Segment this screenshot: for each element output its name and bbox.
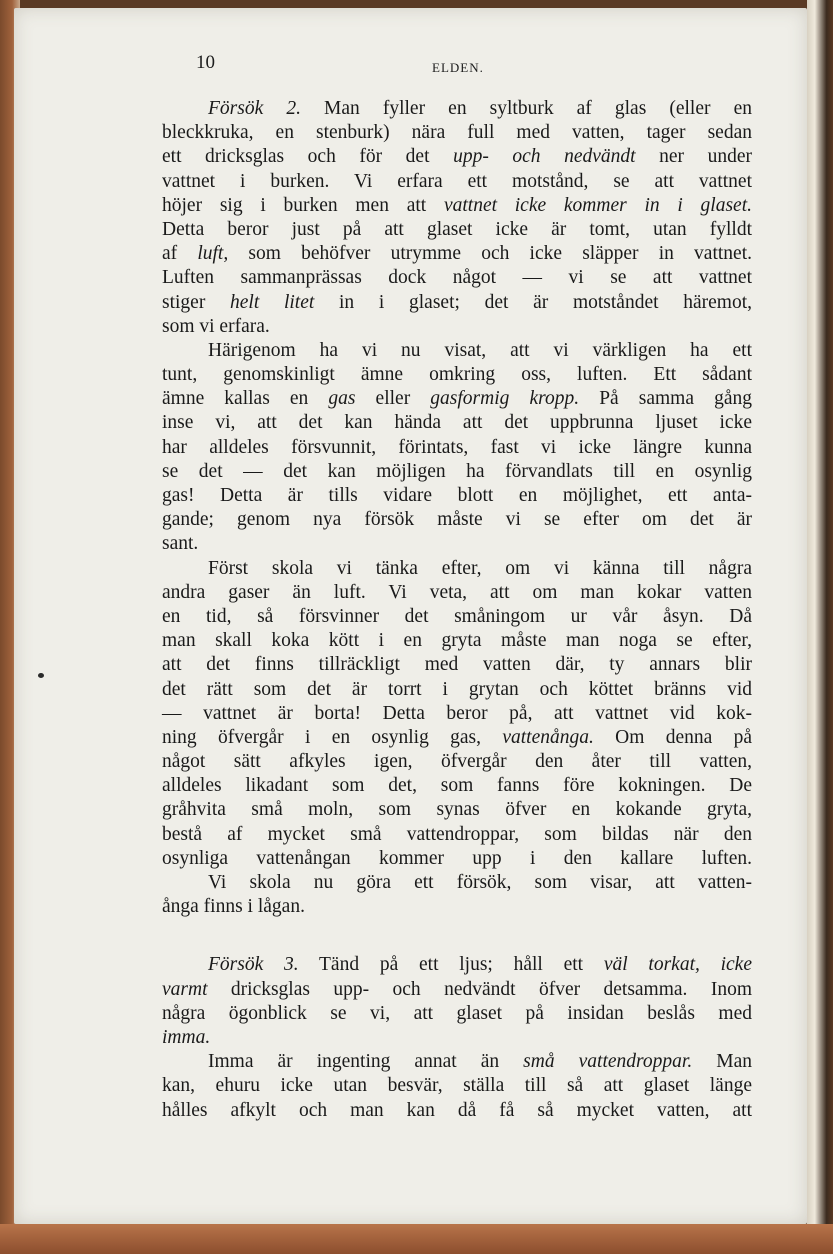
text-segment: som vi erfara. [162,315,270,337]
section-gap [162,919,752,953]
text-line [162,97,752,121]
text-segment: inse vi, att det kan hända att det uppbrunna ljuset icke [162,412,752,434]
margin-ink-dot [38,673,44,678]
italic-text-segment: gasformig kropp. [430,388,580,410]
text-line [162,508,752,532]
text-line [162,750,752,774]
text-line [162,436,752,460]
text-segment: tunt, genomskinligt ämne omkring oss, luften. Ett sådant [162,364,752,386]
text-line [162,411,752,435]
text-line [162,678,752,702]
text-segment: att det finns tillräckligt med vatten där, ty annars blir [162,654,752,676]
text-segment: andra gaser än luft. Vi veta, att om man kokar vatten [162,581,752,603]
book-cover-bottom-edge [0,1224,833,1254]
page-header [196,52,756,82]
text-segment: Detta beror just på att glaset icke är tomt, utan fylldt [162,218,752,240]
italic-text-segment: upp- och nedvändt [453,146,636,168]
text-line [162,895,752,919]
text-line [162,557,752,581]
text-line [162,629,752,653]
text-line [162,218,752,242]
text-segment: det rätt som det är torrt i grytan och köttet bränns vid [162,678,752,700]
italic-text-segment: vattenånga. [502,726,594,748]
text-segment: gas! Detta är tills vidare blott en möjlighet, ett anta- [162,485,752,506]
italic-text-segment: Försök 2. [208,98,301,119]
text-line [162,1050,752,1074]
book-cover-right-edge [807,0,833,1254]
italic-text-segment: varmt [162,978,208,1000]
text-line [162,823,752,847]
text-line [162,774,752,798]
text-segment: eller [355,388,431,410]
italic-text-segment: gas [328,388,356,410]
text-segment: På samma gång [579,388,752,410]
text-segment: Man fyller en syltburk af glas (eller en [300,98,752,119]
text-line [162,387,752,411]
text-segment: gande; genom nya försök måste vi se efter om det är [162,509,752,531]
text-segment: bleckkruka, en stenburk) nära full med vatten, tager sedan [162,122,752,144]
italic-text-segment: väl torkat, icke [603,954,752,976]
text-line [162,121,752,145]
text-segment: ånga finns i lågan. [162,896,305,918]
text-segment: af [162,243,198,265]
text-line [162,242,752,266]
text-line [162,1099,752,1123]
text-line [162,605,752,629]
text-segment: bestå af mycket små vattendroppar, som bildas när den [162,823,752,845]
text-segment: vattnet i burken. Vi erfara ett motstånd, se att vattnet [162,170,752,192]
text-line [162,653,752,677]
text-segment: Luften sammanprässas dock något — vi se att vattnet [162,267,752,289]
italic-text-segment: imma. [162,1026,211,1048]
text-segment: kan, ehuru icke utan besvär, ställa till så att glaset länge [162,1075,752,1097]
text-line [162,532,752,556]
body-text [162,97,752,1123]
text-line [162,170,752,194]
text-segment: som behöfver utrymme och icke släpper in vattnet. [228,243,752,265]
text-line [162,460,752,484]
text-segment: dricksglas upp- och nedvändt öfver detsamma. Inom [207,978,752,1000]
text-segment: Om denna på [593,726,752,748]
text-segment: ett dricksglas och för det [162,146,454,168]
text-segment: ner under [635,146,752,168]
text-line [162,1002,752,1026]
text-segment: in i glaset; det är motståndet häremot, [314,291,753,313]
text-line [162,798,752,822]
text-segment: ning öfvergår i en osynlig gas, [162,726,503,748]
text-line [162,978,752,1002]
text-segment: Först skola vi tänka efter, om vi känna till några [208,557,752,579]
text-line [162,1074,752,1098]
text-segment: se det — det kan möjligen ha förvandlats till en osynlig [162,460,752,482]
text-line [162,484,752,508]
page-number: 10 [196,52,215,73]
text-line [162,339,752,363]
text-line [162,363,752,387]
text-line [162,291,752,315]
text-segment: Vi skola nu göra ett försök, som visar, att vatten- [208,872,752,893]
text-segment: hålles afkylt och man kan då få så mycket vatten, att [162,1099,752,1121]
text-line [162,266,752,290]
text-segment: gråhvita små moln, som synas öfver en kokande gryta, [162,799,752,821]
text-segment: Imma är ingenting annat än [208,1051,524,1073]
text-segment: sant. [162,533,199,555]
italic-text-segment: Försök 3. [208,954,299,976]
text-line [162,953,752,977]
text-segment: alldeles likadant som det, som fanns före kokningen. De [162,775,752,797]
text-line [162,726,752,750]
text-segment: ämne kallas en [162,388,329,410]
italic-text-segment: vattnet icke kommer in i glaset. [443,194,752,216]
text-segment: en tid, så försvinner det småningom ur vår åsyn. Då [162,605,752,627]
text-line [162,315,752,339]
text-segment: — vattnet är borta! Detta beror på, att vattnet vid kok- [162,702,752,724]
text-segment: höjer sig i burken men att [162,194,444,216]
text-segment: Härigenom ha vi nu visat, att vi värkligen ha ett [208,339,752,361]
text-line [162,194,752,218]
italic-text-segment: små vattendroppar. [523,1051,693,1073]
italic-text-segment: luft, [197,243,229,265]
text-segment: stiger [162,291,231,313]
text-segment: Man [692,1051,752,1073]
text-line [162,702,752,726]
text-segment: har alldeles försvunnit, förintats, fast vi icke längre kunna [162,436,752,458]
text-segment: Tänd på ett ljus; håll ett [298,954,604,976]
text-segment: några ögonblick se vi, att glaset på insidan beslås med [162,1002,752,1024]
italic-text-segment: helt litet [230,291,315,313]
text-line [162,847,752,871]
text-segment: man skall koka kött i en gryta måste man noga se efter, [162,630,752,652]
text-line [162,145,752,169]
text-segment: något sätt afkyles igen, öfvergår den åter till vatten, [162,751,752,773]
text-line [162,1026,752,1050]
text-line [162,581,752,605]
running-title: ELDEN. [432,60,484,75]
text-line [162,871,752,895]
text-segment: osynliga vattenångan kommer upp i den kallare luften. [162,847,752,869]
